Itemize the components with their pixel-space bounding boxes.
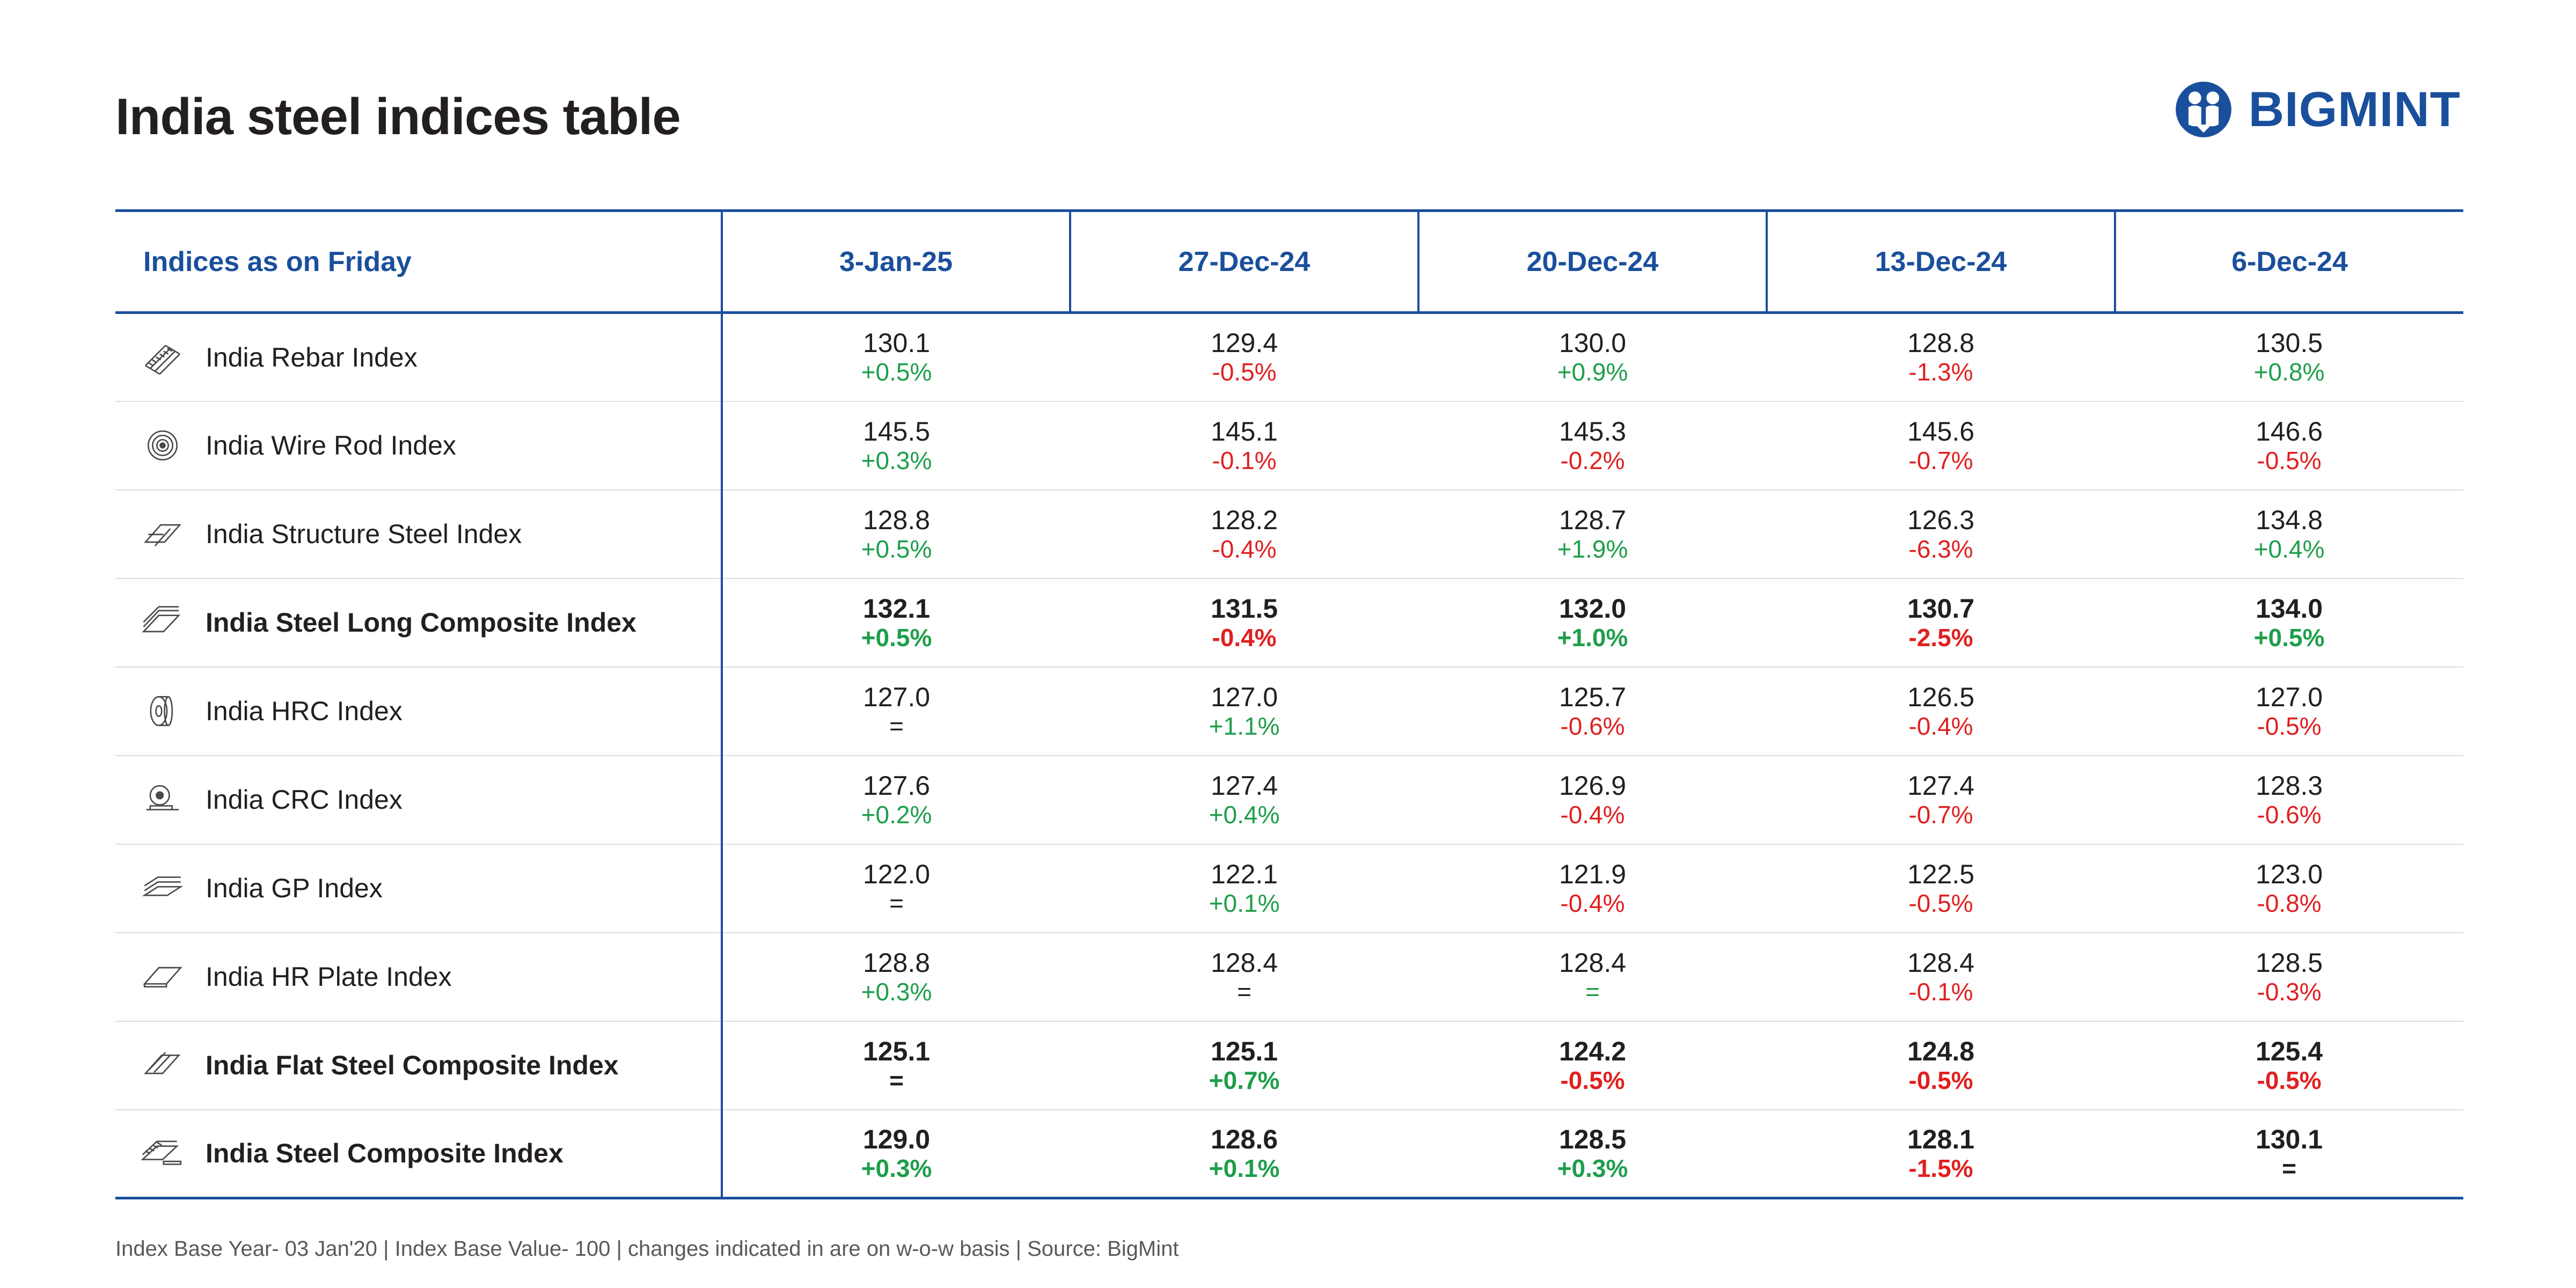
table-row [115,401,2463,490]
page-title: India steel indices table [115,88,680,145]
index-value-cell [1767,579,2115,667]
index-change: = [1585,977,1600,1006]
footnote: Index Base Year- 03 Jan'20 | Index Base Value- 100 | changes indicated in are on w-o-w basis | Source: BigMint [115,1237,1179,1261]
index-change: -0.5% [1908,1066,1973,1094]
table-body [115,313,2463,1198]
index-value-cell [2115,490,2463,579]
index-value-cell [1070,401,1418,490]
index-value: 145.3 [1558,416,1627,447]
index-value: 130.1 [2255,1124,2323,1154]
index-value: 128.8 [862,504,931,535]
index-value: 128.2 [1210,504,1278,535]
index-value-cell [2115,667,2463,756]
index-value-cell [1070,667,1418,756]
row-label: India CRC Index [206,785,402,815]
index-value-cell [1767,1021,2115,1110]
row-label: India Steel Long Composite Index [206,608,636,638]
index-change: = [2282,1154,2296,1182]
index-change: -1.3% [1908,358,1973,386]
index-change: +1.1% [1209,712,1280,740]
index-value-cell [1070,579,1418,667]
index-value: 145.5 [862,416,931,447]
index-value: 127.4 [1210,770,1278,801]
index-value-cell [1070,844,1418,933]
index-change: +0.8% [2253,358,2325,386]
index-change: = [889,1066,904,1094]
index-change: = [889,889,904,917]
index-value: 131.5 [1210,593,1278,624]
index-change: = [889,712,904,740]
index-value: 129.0 [862,1124,931,1154]
index-value: 125.4 [2255,1036,2323,1066]
crc-rolling-icon [138,778,187,821]
index-change: -0.5% [1560,1066,1625,1094]
index-value-cell [1767,313,2115,401]
index-value: 121.9 [1558,859,1627,889]
index-value: 125.1 [1210,1036,1278,1066]
index-value: 123.0 [2255,859,2323,889]
index-value-cell [2115,844,2463,933]
index-value-cell [1070,1110,1418,1198]
index-value: 127.4 [1907,770,1975,801]
column-header-date-3: 20-Dec-24 [1418,211,1767,313]
table-row [115,1021,2463,1110]
index-value: 128.5 [2255,947,2323,978]
column-header-date-5: 6-Dec-24 [2115,211,2463,313]
index-value-cell [1418,313,1767,401]
index-value: 128.3 [2255,770,2323,801]
index-change: -0.6% [1560,712,1625,740]
wire-rod-coil-icon [138,424,187,467]
index-value-cell [1767,933,2115,1021]
index-value: 126.3 [1907,504,1975,535]
index-value-cell [1070,1021,1418,1110]
index-value: 126.9 [1558,770,1627,801]
index-value-cell [2115,933,2463,1021]
index-change: -0.4% [1212,623,1277,652]
column-header-indices: Indices as on Friday [115,211,722,313]
index-value-cell [1418,933,1767,1021]
row-name-cell [115,313,722,401]
index-change: -0.3% [2257,977,2322,1006]
index-change: +0.4% [1209,800,1280,829]
index-value-cell [1070,756,1418,844]
row-label: India GP Index [206,873,383,903]
index-value: 127.6 [862,770,931,801]
index-value-cell [1070,490,1418,579]
row-name-cell [115,401,722,490]
index-value: 127.0 [862,682,931,712]
index-value-cell [2115,1021,2463,1110]
index-value-cell [722,933,1070,1021]
index-change: -0.8% [2257,889,2322,917]
row-label: India Wire Rod Index [206,430,456,460]
row-label: India HRC Index [206,696,402,726]
index-value: 128.7 [1558,504,1627,535]
index-value-cell [2115,313,2463,401]
index-value-cell [722,579,1070,667]
index-change: +0.1% [1209,889,1280,917]
index-value: 128.1 [1907,1124,1975,1154]
row-name-cell [115,579,722,667]
index-value: 127.0 [2255,682,2323,712]
index-change: +0.5% [861,623,932,652]
table-row [115,579,2463,667]
row-label: India Structure Steel Index [206,519,522,549]
index-change: +0.3% [861,977,932,1006]
index-change: = [1237,977,1252,1006]
table-header [115,211,2463,313]
index-change: -0.7% [1908,446,1973,474]
index-value-cell [1418,490,1767,579]
table-row [115,667,2463,756]
table-header-row [115,211,2463,313]
brand-name: BIGMINT [2248,82,2461,137]
index-value-cell [1418,401,1767,490]
index-change: -0.1% [1908,977,1973,1006]
index-change: -0.2% [1560,446,1625,474]
index-value-cell [1418,844,1767,933]
index-value-cell [1418,579,1767,667]
index-change: +0.2% [861,800,932,829]
index-value-cell [1070,313,1418,401]
index-value: 128.6 [1210,1124,1278,1154]
index-value-cell [2115,756,2463,844]
index-value: 134.8 [2255,504,2323,535]
index-value: 134.0 [2255,593,2323,624]
index-change: +1.9% [1557,535,1628,563]
index-change: -6.3% [1908,535,1973,563]
row-label: India Rebar Index [206,342,418,372]
index-value: 145.6 [1907,416,1975,447]
table-row [115,844,2463,933]
bigmint-logo-icon [2175,80,2233,138]
column-header-date-2: 27-Dec-24 [1070,211,1418,313]
index-value: 128.4 [1907,947,1975,978]
index-change: -0.5% [2257,446,2322,474]
header [115,64,2461,156]
row-name-cell [115,1110,722,1198]
index-value: 132.1 [862,593,931,624]
index-value: 129.4 [1210,328,1278,358]
index-value: 125.1 [862,1036,931,1066]
index-change: +0.5% [861,535,932,563]
row-label: India HR Plate Index [206,962,452,992]
index-value-cell [722,1021,1070,1110]
index-change: -0.4% [1212,535,1277,563]
index-value: 128.4 [1210,947,1278,978]
indices-table [115,209,2463,1199]
row-label: India Flat Steel Composite Index [206,1050,619,1080]
index-value-cell [1418,1021,1767,1110]
index-change: +0.5% [2253,623,2325,652]
index-change: +1.0% [1557,623,1628,652]
row-label: India Steel Composite Index [206,1138,564,1169]
index-value-cell [722,844,1070,933]
index-value-cell [2115,401,2463,490]
index-value: 124.8 [1907,1036,1975,1066]
index-value-cell [1418,667,1767,756]
index-change: +0.9% [1557,358,1628,386]
index-change: +0.3% [861,446,932,474]
row-name-cell [115,667,722,756]
index-value: 122.1 [1210,859,1278,889]
index-value-cell [2115,579,2463,667]
row-name-cell [115,844,722,933]
index-value: 128.5 [1558,1124,1627,1154]
index-change: +0.3% [1557,1154,1628,1182]
column-header-date-1: 3-Jan-25 [722,211,1070,313]
index-change: +0.1% [1209,1154,1280,1182]
row-name-cell [115,490,722,579]
index-change: +0.3% [861,1154,932,1182]
rebar-bundle-icon [138,336,187,379]
index-value-cell [722,1110,1070,1198]
index-value-cell [722,756,1070,844]
index-change: -0.4% [1560,800,1625,829]
indices-table-wrapper [115,209,2463,1199]
index-change: -1.5% [1908,1154,1973,1182]
index-value: 125.7 [1558,682,1627,712]
index-value-cell [1767,756,2115,844]
index-value-cell [1070,933,1418,1021]
index-value: 130.1 [862,328,931,358]
index-value: 130.7 [1907,593,1975,624]
index-value: 128.8 [1907,328,1975,358]
index-value: 126.5 [1907,682,1975,712]
index-value: 127.0 [1210,682,1278,712]
index-value: 130.0 [1558,328,1627,358]
index-value-cell [722,401,1070,490]
index-change: -0.1% [1212,446,1277,474]
index-change: -0.5% [1212,358,1277,386]
column-header-date-4: 13-Dec-24 [1767,211,2115,313]
gp-sheet-stack-icon [138,867,187,910]
flat-steel-plate-icon [138,1044,187,1087]
steel-composite-icon [138,1132,187,1175]
index-value-cell [722,313,1070,401]
index-change: -0.5% [2257,712,2322,740]
index-value-cell [722,490,1070,579]
index-value: 132.0 [1558,593,1627,624]
index-change: +0.5% [861,358,932,386]
index-change: -0.4% [1560,889,1625,917]
table-row [115,756,2463,844]
index-value-cell [1767,844,2115,933]
index-change: +0.4% [2253,535,2325,563]
row-name-cell [115,933,722,1021]
index-value: 122.5 [1907,859,1975,889]
index-change: +0.7% [1209,1066,1280,1094]
index-value-cell [1418,756,1767,844]
row-name-cell [115,1021,722,1110]
index-value-cell [1767,667,2115,756]
table-row [115,933,2463,1021]
index-value: 128.4 [1558,947,1627,978]
index-value-cell [1767,1110,2115,1198]
hr-plate-icon [138,955,187,998]
row-name-cell [115,756,722,844]
hrc-coil-icon [138,690,187,733]
index-value-cell [1418,1110,1767,1198]
index-change: -2.5% [1908,623,1973,652]
index-value-cell [1767,401,2115,490]
index-value: 128.8 [862,947,931,978]
index-change: -0.5% [1908,889,1973,917]
index-change: -0.4% [1908,712,1973,740]
index-value: 124.2 [1558,1036,1627,1066]
index-value: 146.6 [2255,416,2323,447]
index-value: 145.1 [1210,416,1278,447]
index-change: -0.5% [2257,1066,2322,1094]
structural-beam-icon [138,513,187,555]
steel-long-stack-icon [138,601,187,644]
index-value: 122.0 [862,859,931,889]
brand-logo [2175,80,2461,138]
index-value-cell [722,667,1070,756]
index-change: -0.6% [2257,800,2322,829]
table-row [115,490,2463,579]
index-change: -0.7% [1908,800,1973,829]
table-row [115,313,2463,401]
table-row [115,1110,2463,1198]
index-value-cell [2115,1110,2463,1198]
index-value: 130.5 [2255,328,2323,358]
index-value-cell [1767,490,2115,579]
